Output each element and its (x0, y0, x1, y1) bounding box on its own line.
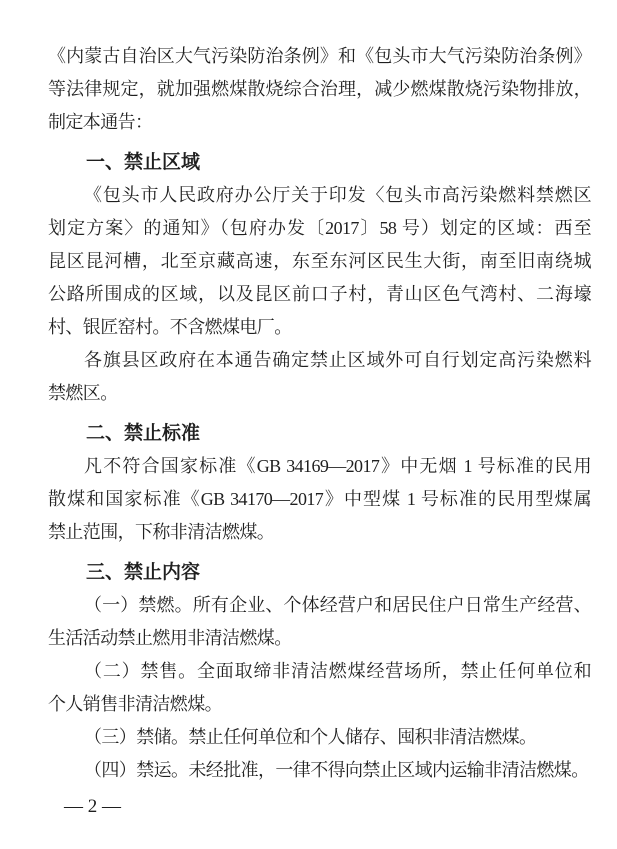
paragraph (48, 450, 591, 549)
paragraph (48, 344, 591, 410)
page-number: — 2 — (64, 796, 121, 817)
text-line: （三）禁储。禁止任何单位和个人储存、囤积非清洁燃煤。 (84, 727, 537, 747)
text-line: （一）禁燃。所有企业、个体经营户和居民住户日常生产经营、 (84, 595, 591, 615)
paragraph (48, 589, 591, 655)
text-line: 一、禁止区域 (86, 152, 201, 173)
paragraph (48, 754, 591, 787)
section-heading (48, 417, 591, 450)
text-line: 禁燃区。 (48, 383, 118, 403)
text-line: 公路所围成的区域，以及昆区前口子村，青山区色气湾村、二海壕 (48, 284, 591, 304)
section-heading (48, 146, 591, 179)
text-line: 划定方案〉的通知》（包府办发〔2017〕58 号）划定的区域：西至 (48, 218, 591, 238)
text-line: 昆区昆河槽，北至京藏高速，东至东河区民生大街，南至旧南绕城 (48, 251, 591, 271)
text-line: 散煤和国家标准《GB 34170—2017》中型煤 1 号标准的民用型煤属 (48, 489, 591, 509)
text-line: 村、银匠窑村。不含燃煤电厂。 (48, 317, 292, 337)
document-content (48, 40, 591, 787)
paragraph (48, 40, 591, 139)
text-line: 禁止范围，下称非清洁燃煤。 (48, 522, 275, 542)
text-line: 三、禁止内容 (86, 562, 201, 583)
paragraph (48, 721, 591, 754)
text-line: 《包头市人民政府办公厅关于印发〈包头市高污染燃料禁燃区 (84, 185, 591, 205)
section-heading (48, 556, 591, 589)
text-line: （四）禁运。未经批准，一律不得向禁止区域内运输非清洁燃煤。 (84, 760, 589, 780)
text-line: 制定本通告： (48, 112, 153, 132)
text-line: 等法律规定，就加强燃煤散烧综合治理，减少燃煤散烧污染物排放， (48, 79, 591, 99)
paragraph (48, 655, 591, 721)
text-line: 各旗县区政府在本通告确定禁止区域外可自行划定高污染燃料 (84, 350, 591, 370)
text-line: 二、禁止标准 (86, 423, 201, 444)
text-line: （二）禁售。全面取缔非清洁燃煤经营场所，禁止任何单位和 (84, 661, 591, 681)
text-line: 生活活动禁止燃用非清洁燃煤。 (48, 628, 292, 648)
text-line: 凡不符合国家标准《GB 34169—2017》中无烟 1 号标准的民用 (84, 456, 591, 476)
paragraph (48, 179, 591, 344)
text-line: 个人销售非清洁燃煤。 (48, 694, 222, 714)
text-line: 《内蒙古自治区大气污染防治条例》和《包头市大气污染防治条例》 (48, 46, 591, 66)
